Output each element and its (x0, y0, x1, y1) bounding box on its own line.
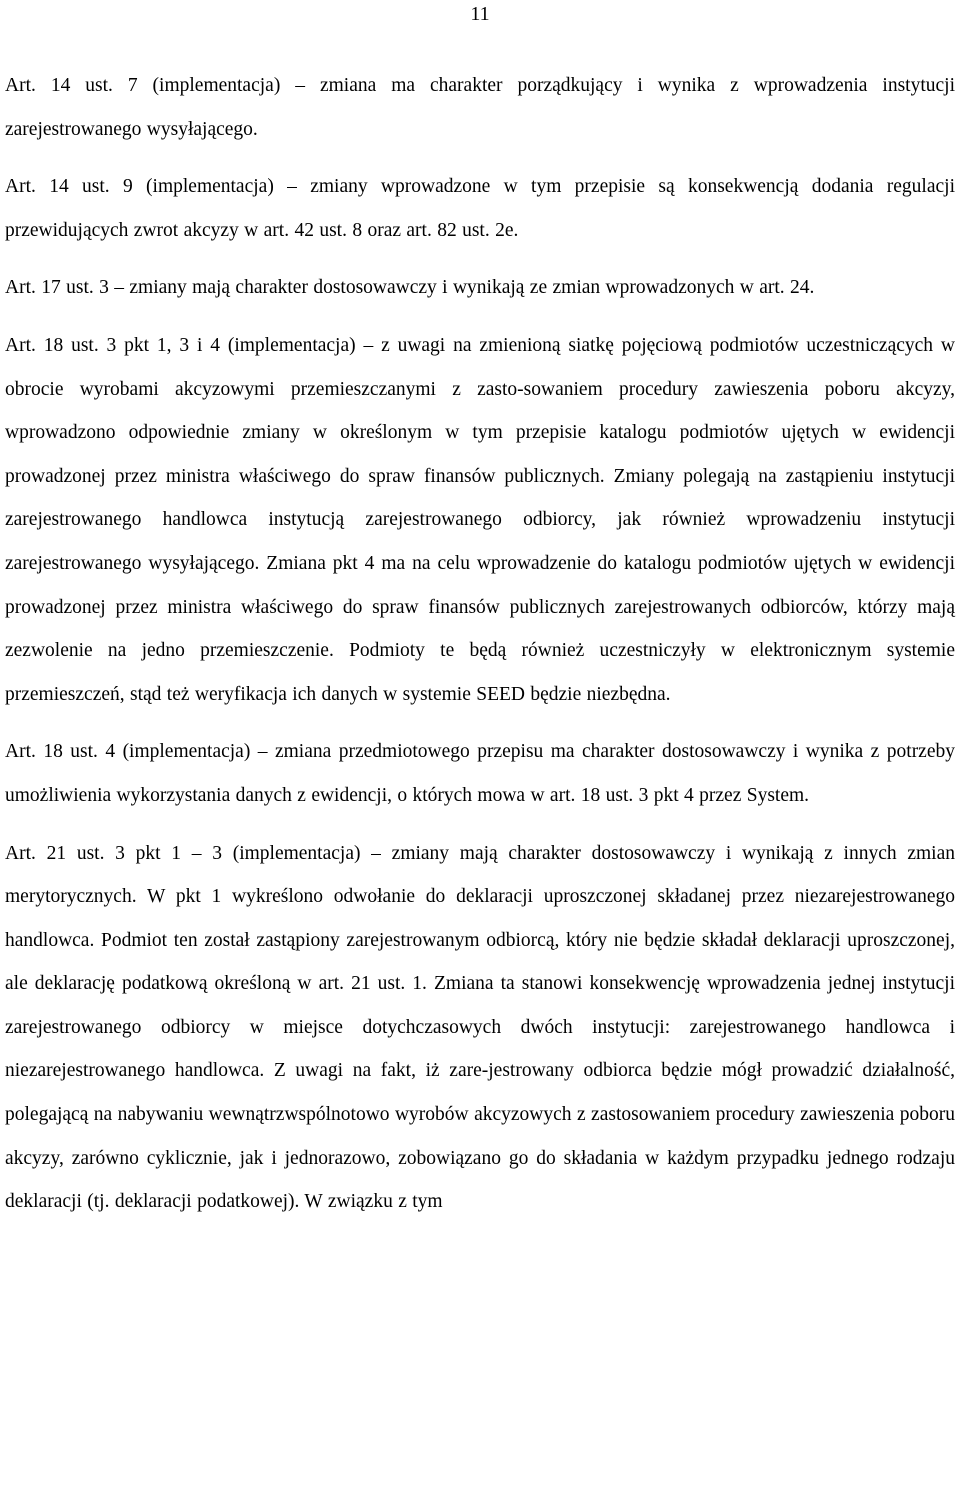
paragraph-art-14-ust-7: Art. 14 ust. 7 (implementacja) – zmiana ma charakter porządkujący i wynika z wprowadzenia instytucji zarejestrowanego wysyłającego. (5, 75, 955, 140)
paragraph-art-14-ust-9: Art. 14 ust. 9 (implementacja) – zmiany wprowadzone w tym przepisie są konsekwencją dodania regulacji przewidujących zwrot akcyzy w art. 42 ust. 8 oraz art. 82 ust. 2e. (5, 176, 955, 241)
paragraph-art-18-ust-4: Art. 18 ust. 4 (implementacja) – zmiana przedmiotowego przepisu ma charakter dostosowawczy i wynika z potrzeby umożliwienia wykorzystania danych z ewidencji, o których mowa w art. 18 ust. 3 pkt 4 przez System. (5, 741, 955, 806)
paragraph-art-18-ust-3: Art. 18 ust. 3 pkt 1, 3 i 4 (implementacja) – z uwagi na zmienioną siatkę pojęciową podmiotów uczestniczących w obrocie wyrobami akcyzowymi przemieszczanymi z zasto-sowaniem procedury zawieszenia poboru akcyzy, wprowadzono odpowiednie zmiany w określonym w tym przepisie katalogu podmiotów ujętych w ewidencji prowadzonej przez ministra właściwego do spraw finansów publicznych. Zmiany polegają na zastąpieniu instytucji zarejestrowanego handlowca instytucją zarejestrowanego odbiorcy, jak również wprowadzeniu instytucji zarejestrowanego wysyłającego. Zmiana pkt 4 ma na celu wprowadzenie do katalogu podmiotów ujętych w ewidencji prowadzonej przez ministra właściwego do spraw finansów publicznych zarejestrowanych odbiorców, którzy mają zezwolenie na jedno przemieszczenie. Podmioty te będą również uczestniczyły w elektronicznym systemie przemieszczeń, stąd też weryfikacja ich danych w systemie SEED będzie niezbędna. (5, 334, 955, 705)
paragraph-art-21-ust-3: Art. 21 ust. 3 pkt 1 – 3 (implementacja) – zmiany mają charakter dostosowawczy i wynikają z innych zmian merytorycznych. W pkt 1 wykreślono odwołanie do deklaracji uproszczonej składanej przez niezarejestrowanego handlowca. Podmiot ten został zastąpiony zarejestrowanym odbiorcą, który nie będzie składał deklaracji uproszczonej, ale deklarację podatkową określoną w art. 21 ust. 1. Zmiana ta stanowi konsekwencję wprowadzenia jednej instytucji zarejestrowanego odbiorcy w miejsce dotychczasowych dwóch instytucji: zarejestrowanego handlowca i niezarejestrowanego handlowca. Z uwagi na fakt, iż zare-jestrowany odbiorca będzie mógł prowadzić działalność, polegającą na nabywaniu wewnątrzwspólnotowo wyrobów akcyzowych z zastosowaniem procedury zawieszenia poboru akcyzy, zarówno cyklicznie, jak i jednorazowo, zobowiązano go do składania w każdym przypadku jednego rodzaju deklaracji (tj. deklaracji podatkowej). W związku z tym (5, 842, 955, 1213)
paragraph-art-17-ust-3: Art. 17 ust. 3 – zmiany mają charakter dostosowawczy i wynikają ze zmian wprowadzonych w art. 24. (5, 277, 815, 299)
page-number: 11 (470, 3, 490, 25)
body-text (5, 64, 955, 1238)
